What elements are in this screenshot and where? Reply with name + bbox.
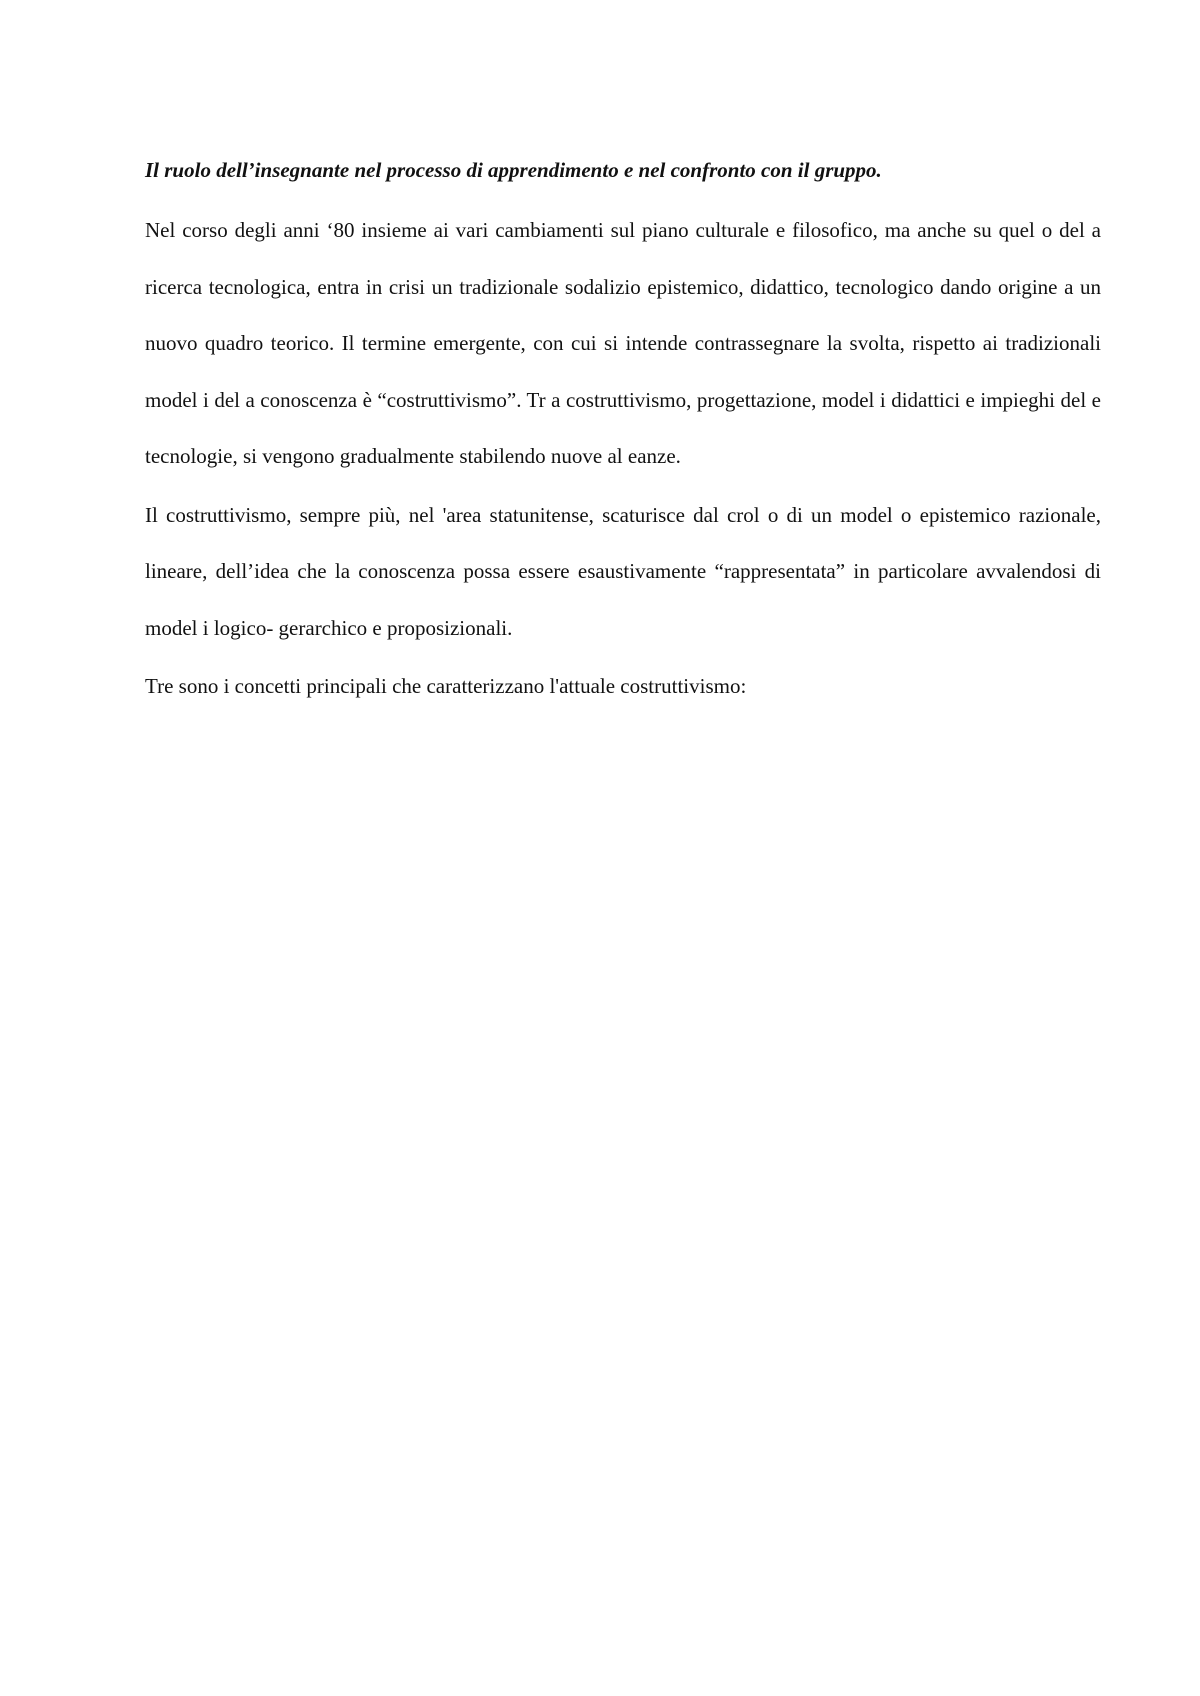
paragraph: Tre sono i concetti principali che caratterizzano l'attuale costruttivismo: (145, 674, 747, 698)
paragraph: Il costruttivismo, sempre più, nel 'area statunitense, scaturisce dal crol o di un model o epistemico razionale, lineare, dell’idea che la conoscenza possa essere esaustivamente “rappresentata” in particolare avvalendosi di model i logico- gerarchico e proposizionali. (145, 502, 1101, 640)
document-body (145, 154, 1101, 715)
paragraph: Nel corso degli anni ‘80 insieme ai vari cambiamenti sul piano culturale e filosofico, ma anche su quel o del a ricerca tecnologica, entra in crisi un tradizionale sodalizio epistemico, didattico, tecnologico dando origine a un nuovo quadro teorico. Il termine emergente, con cui si intende contrassegnare la svolta, rispetto ai tradizionali model i del a conoscenza è “costruttivismo”. Tr a costruttivismo, progettazione, model i didattici e impieghi del e tecnologie, si vengono gradualmente stabilendo nuove al eanze. (145, 218, 1101, 468)
document-title: Il ruolo dell’insegnante nel processo di apprendimento e nel confronto con il gruppo. (145, 158, 882, 182)
